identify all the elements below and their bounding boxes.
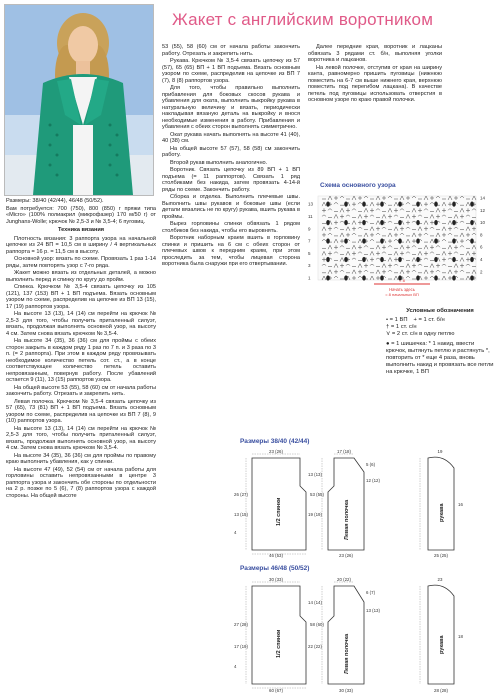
legend-item-2dc <box>386 331 494 338</box>
column-1 <box>6 198 156 500</box>
legend-item-bobble <box>386 341 494 376</box>
collar-text: Воротник. Связать цепочку из 89 ВП + 1 ВП подъема (= 11 раппортов). Связать 1 ряд столбиками без накида, затем провязать 4-14-й ряды по схеме. Закончить работу. <box>162 167 300 193</box>
dim-2-6: 4 <box>234 664 237 669</box>
dim-2-3: 60 (67) <box>269 688 283 693</box>
main-pattern-text: Основной узор: вязать по схеме. Провязать 1 раз 1-14 ряды, затем повторять узор с 7-го ряда. <box>6 256 156 269</box>
bobble-mark <box>434 257 437 262</box>
legend-text-2dc: = 2 ст. с/н в одну петлю <box>391 331 455 337</box>
dim-2-14: 28 (28) <box>434 688 448 693</box>
row-number: 2 <box>480 269 483 275</box>
left-front-text-4: На высоте 47 (49), 52 (54) см от начала работы для горловины оставить непровязанными в центре 3 раппорта узора и закончить обе стороны по отдельности на 2 р. позже по 5 (6), 7 (8) раппортов узора с каждой стороны. На общей высоте <box>6 466 156 499</box>
model-photo-illustration <box>5 5 153 195</box>
legend-sym-2dc: ⋎ <box>386 331 391 337</box>
dim-2-1: 14 (14) <box>308 600 322 605</box>
sizes-text: Размеры: 38/40 (42/44), 46/48 (50/52). <box>6 198 104 204</box>
legend-item-dc <box>386 324 494 331</box>
bobble-mark <box>434 239 437 244</box>
bobble-mark <box>398 257 401 262</box>
bobble-mark <box>452 276 455 281</box>
col2-text-1: 53 (55), 58 (60) см от начала работы закончить работу. Отрезать и закрепить нить. <box>162 44 300 57</box>
col2-text-5: На общей высоте 57 (57), 58 (58) см закончить работу. <box>162 145 300 158</box>
bobble-mark <box>452 220 455 225</box>
bobble-mark <box>344 220 347 225</box>
bobble-mark <box>326 202 329 207</box>
legend-text-bobble: = 1 шишечка: * 1 накид, ввести крючок, вытянуть петлю и растянуть *, повторить от * еще 4 раза, вновь выполнить накид и провязать все петли на крючке, 1 ВП <box>386 341 494 375</box>
row-number: 4 <box>480 257 483 263</box>
dim-2-2: 22 (22) <box>308 644 322 649</box>
dim-2-4: 27 (28) <box>234 622 248 627</box>
legend-sym-sc: + <box>413 317 417 323</box>
dim-1-12: 19 <box>437 449 443 454</box>
sleeve-label-1: рукава <box>439 503 445 522</box>
row-number: 9 <box>308 226 311 232</box>
bobble-mark <box>380 239 383 244</box>
back-text-4: На общей высоте 53 (55), 58 (60) см от начала работы закончить работу. Отрезать и закрепить нить. <box>6 384 156 397</box>
legend-sym-dc: † <box>386 324 390 330</box>
start-sub-label: = 8 начальных ВП <box>385 292 419 297</box>
left-front-text: Левая полочка. Крючком № 3,5-4 связать цепочку из 57 (65), 73 (81) ВП + 1 ВП подъема. Вязать основным узором по схеме, распределив на цепочке из ВП 7 (8), 9 (10) раппортов узора. <box>6 398 156 424</box>
bobble-mark <box>452 202 455 207</box>
materials-text: Вам потребуется: 700 (750), 800 (850) г пряжи типа «Micro» (100% полиакрил (микрофазер) 170 м/50 г) от Junghans-Wolle; крючок № 2,5-3 и № 3,5-4; 6 пуговиц. <box>6 205 156 225</box>
bobble-mark <box>344 239 347 244</box>
col3-text-2: На левой полочке, отступив от края на ширину канта, равномерно пришить пуговицы (нижнюю поместить на 6-7 см выше нижнего края, верхнюю поместить под перегибом лацкана). В качестве петель под пуговицы использовать отверстия в основном узоре по краю правой полочки. <box>308 64 442 103</box>
bobble-mark <box>380 257 383 262</box>
row-number: 8 <box>480 232 483 238</box>
bobble-mark <box>362 257 365 262</box>
dim-1-7: 53 (55) <box>310 492 324 497</box>
dim-1-2: 19 (19) <box>308 512 322 517</box>
rapport-label: = 8 <box>399 278 405 283</box>
row-number: 13 <box>308 201 314 207</box>
bobble-mark <box>380 220 383 225</box>
dim-2-10: 13 (13) <box>366 608 380 613</box>
bobble-mark <box>362 202 365 207</box>
technique-heading: Техника вязания <box>57 227 105 233</box>
column-3 <box>308 44 442 105</box>
dim-1-5: 13 (15) <box>234 512 248 517</box>
page-title: Жакет с английским воротником <box>172 10 434 29</box>
dim-1-14: 25 (25) <box>434 553 448 558</box>
col2-text-6: Второй рукав выполнить аналогично. <box>170 159 268 166</box>
back-text: Спинка. Крючком № 3,5-4 связать цепочку из 105 (121), 137 (153) ВП + 1 ВП подъема. Вязать основным узором по схеме, распределив на цепочке из ВП 13 (15), 17 (19) раппортов узора. <box>6 284 156 310</box>
dim-1-11: 23 (26) <box>339 553 353 558</box>
legend-text-dc: = 1 ст. с/н <box>390 324 417 330</box>
bobble-mark <box>326 257 329 262</box>
bobble-mark <box>470 257 473 262</box>
legend-sym-bobble: ● <box>386 341 390 347</box>
bobble-mark <box>470 202 473 207</box>
bobble-mark <box>452 257 455 262</box>
col2-text-10: Воротник наборным краем вшить в горловину спинки и пришить на 6 см с обеих сторон от плечевых швов к передним краям, при этом проследить за тем, чтобы лицевая сторона воротника была снаружи при его отвертывании. <box>162 235 300 267</box>
bobble-mark <box>470 239 473 244</box>
sizes-1-diagrams <box>230 446 496 558</box>
dim-2-11: 30 (33) <box>339 688 353 693</box>
assembly-text: Сборка и отделка. Выполнить плечевые швы. Выполнить швы рукавов и боковые швы (если детали вязались не по кругу) рукава, вшить рукава в проймы. <box>162 194 300 220</box>
bobble-mark <box>344 276 347 281</box>
col2-text-9: Вырез горловины спинки обвязать 1 рядом столбиков без накида, чтобы его выровнять. <box>162 221 300 234</box>
row-number: 6 <box>480 244 483 250</box>
col2-text-3: Для того, чтобы правильно выполнить прибавления для боковых скосов рукава и убавления для оката, выполнить выкройку рукава в натуральную величину и вязать, периодически накладывая вязаную деталь на выкройку и внося необходимые изменения в работу. Прибавления и убавления с обеих сторон выполнять симметрично. <box>162 85 300 130</box>
row-number: 14 <box>480 195 486 201</box>
model-photo <box>4 4 154 196</box>
sleeve-label-2: рукава <box>439 635 445 654</box>
dim-1-13: 16 <box>458 502 463 507</box>
bobble-mark <box>362 239 365 244</box>
bobble-mark <box>416 276 419 281</box>
back-text-3: На высоте 34 (35), 36 (36) см для проймы с обеих сторон закрыть в каждом ряду 1 раз по 7 п. и 3 раза по 3 п. (= 2 раппорта). При этом в каждом ряду провязывать необходимое количество петель сот. ст., а в конце соответствующее количество петель оставить непровязанным, повернув работу. После убавлений остается 9 (11), 13 (15) раппортов узора. <box>6 338 156 383</box>
dim-1-1: 13 (13) <box>308 472 322 477</box>
col3-text-1: Далее передние края, воротник и лацканы обвязать 3 рядами ст. б/н, выполняя уголки воротника и лацканов. <box>308 44 442 63</box>
bobble-mark <box>344 202 347 207</box>
dim-1-10: 12 (12) <box>366 478 380 483</box>
row-number: 3 <box>308 263 311 269</box>
left-front-text-2: На высоте 13 (13), 14 (14) см перейти на крючок № 2,5-3 для того, чтобы получить приталенный силуэт, вязать, продолжая выполнять основной узор, на высоту 4 см. Затем снова вязать крючком № 3,5-4. <box>6 425 156 451</box>
legend-text-ch: = 1 ВП <box>389 317 408 323</box>
sleeve-text: Рукава. Крючком № 3,5-4 связать цепочку из 57 (57), 65 (65) ВП + 1 ВП подъема. Вязать основным узором по схеме, распределив на цепочке из ВП 7 (7), 8 (8) раппортов узора. <box>162 58 300 84</box>
back-label-2: 1/2 спинки <box>276 629 282 658</box>
back-label-1: 1/2 спинки <box>276 497 282 526</box>
note-text: Жакет можно вязать из отдельных деталей, а можно выполнить перед и спинку по кругу до пройм. <box>6 270 156 283</box>
legend-text-sc: = 1 ст. б/н <box>418 317 445 323</box>
bobble-mark <box>326 239 329 244</box>
dim-1-4: 26 (27) <box>234 492 248 497</box>
bobble-mark <box>470 220 473 225</box>
bobble-mark <box>416 257 419 262</box>
dim-1-8: 17 (18) <box>337 449 351 454</box>
col2-text-4: Окат рукава начать выполнять на высоте 41 (40), 40 (38) см. <box>162 131 300 144</box>
pattern-chart <box>300 192 496 298</box>
sizes-1-svg <box>230 446 496 558</box>
sizes-2-diagrams <box>230 574 496 694</box>
bobble-mark <box>398 220 401 225</box>
bobble-mark <box>434 202 437 207</box>
bobble-mark <box>398 202 401 207</box>
bobble-mark <box>434 220 437 225</box>
bobble-mark <box>380 202 383 207</box>
start-label: Начать здесь <box>389 287 415 292</box>
bobble-mark <box>326 276 329 281</box>
dim-1-0: 23 (26) <box>269 449 283 454</box>
dim-1-3: 46 (53) <box>269 553 283 558</box>
bobble-mark <box>362 276 365 281</box>
legend-item-sc <box>414 317 445 324</box>
bobble-mark <box>416 220 419 225</box>
left-front-text-3: На высоте 34 (35), 36 (36) см для проймы по правому краю выполнить убавления, как у спинки. <box>6 452 156 465</box>
density-text: Плотность вязания: 3 раппорта узора на начальной цепочке из 24 ВП = 10,5 см в ширину / 4 вертикальных раппорта = 16 р. = 11,5 см в высоту. <box>6 235 156 255</box>
bobble-mark <box>380 276 383 281</box>
front-label-1: Левая полочка <box>344 499 350 540</box>
row-number: 11 <box>308 213 313 219</box>
bobble-mark <box>344 257 347 262</box>
dim-1-6: 4 <box>234 530 237 535</box>
row-number: 10 <box>480 220 486 226</box>
row-number: 5 <box>308 250 311 256</box>
bobble-mark <box>452 239 455 244</box>
column-2 <box>162 44 300 269</box>
bobble-mark <box>416 202 419 207</box>
dim-2-7: 58 (60) <box>310 622 324 627</box>
dim-2-9: 6 (7) <box>366 590 376 595</box>
legend <box>386 308 494 376</box>
row-number: 1 <box>308 275 311 281</box>
dim-1-9: 5 (6) <box>366 462 376 467</box>
bobble-mark <box>416 239 419 244</box>
dim-2-0: 30 (33) <box>269 577 283 582</box>
row-number: 12 <box>480 207 486 213</box>
dim-2-5: 17 (19) <box>234 644 248 649</box>
sleeve-outline-2 <box>428 585 454 684</box>
bobble-mark <box>470 276 473 281</box>
sizes-2-title: Размеры 46/48 (50/52) <box>240 565 310 572</box>
legend-item-ch <box>386 317 408 324</box>
bobble-mark <box>326 220 329 225</box>
pattern-chart-svg <box>300 192 496 298</box>
legend-sym-ch: • <box>386 317 389 323</box>
schema-title: Схема основного узора <box>320 182 396 189</box>
sizes-2-svg <box>230 574 496 694</box>
sizes-1-title: Размеры 38/40 (42/44) <box>240 438 310 445</box>
dim-2-12: 23 <box>437 577 443 582</box>
dim-2-13: 18 <box>458 634 463 639</box>
front-label-2: Левая полочка <box>344 633 350 674</box>
bobble-mark <box>398 239 401 244</box>
dim-2-8: 20 (22) <box>337 577 351 582</box>
bobble-mark <box>362 220 365 225</box>
back-text-2: На высоте 13 (13), 14 (14) см перейти на крючок № 2,5-3 для того, чтобы получить приталенный силуэт, вязать, продолжая выполнять основной узор, на высоту 4 см. Затем снова вязать крючком № 3,5-4. <box>6 311 156 337</box>
row-number: 7 <box>308 238 311 244</box>
legend-title: Условные обозначения <box>406 308 474 314</box>
bobble-mark <box>434 276 437 281</box>
